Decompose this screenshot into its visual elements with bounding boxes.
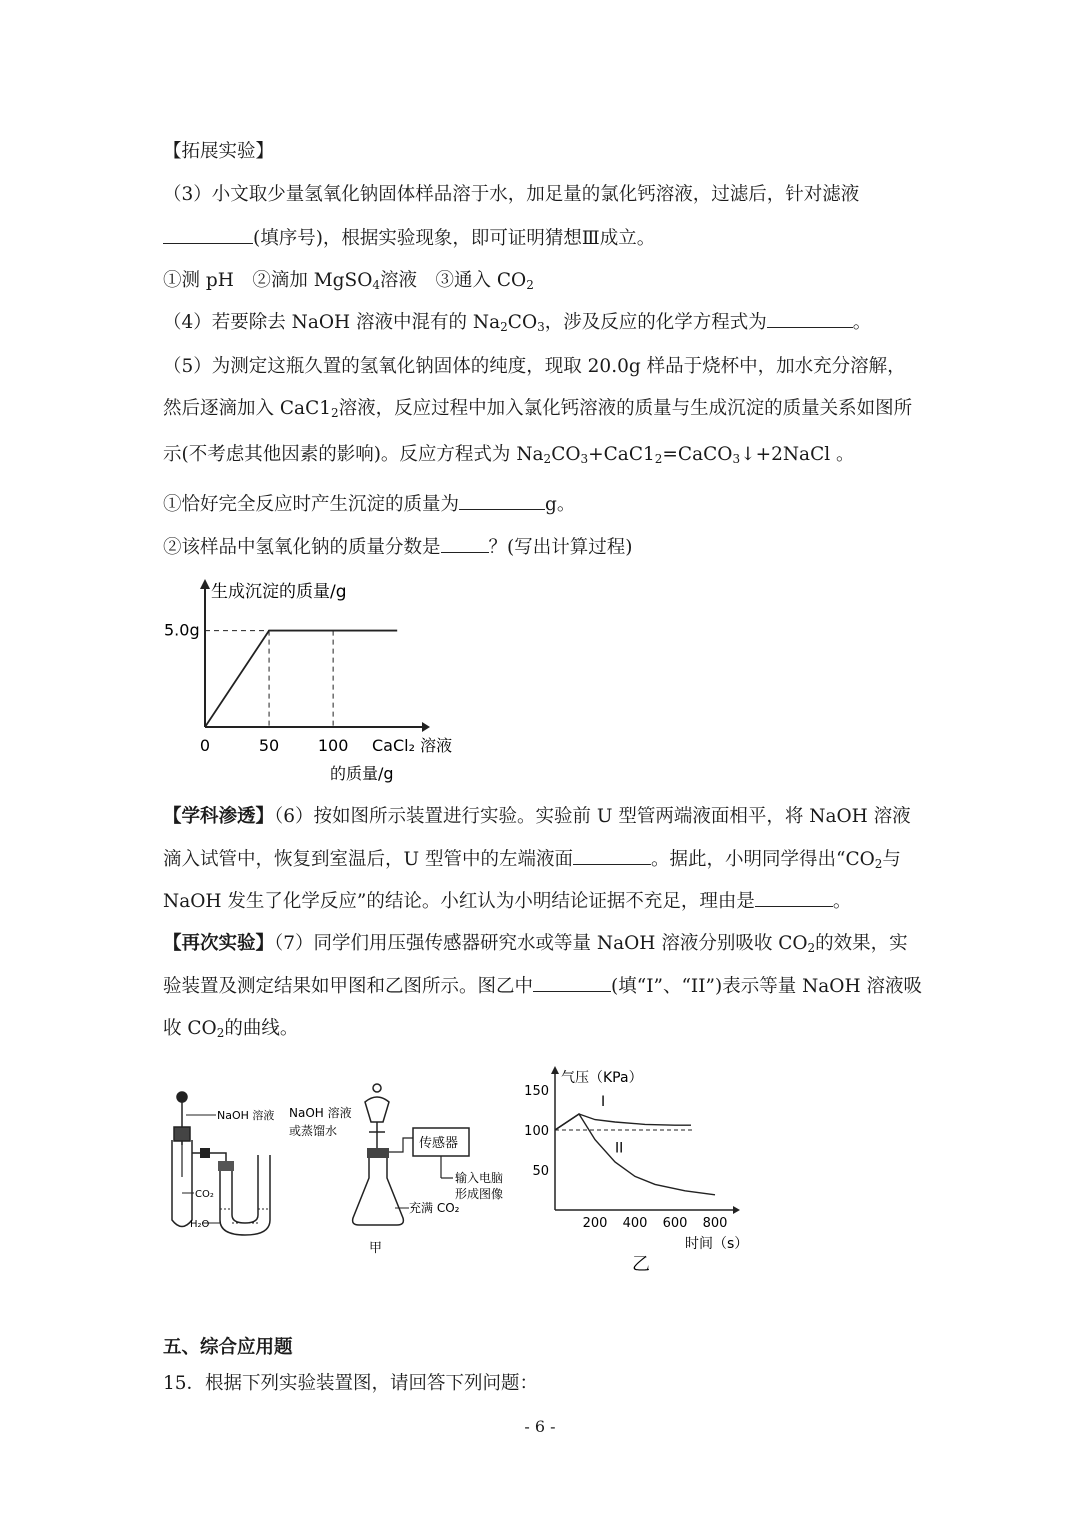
- question-5-line-3: 示(不考虑其他因素的影响)。反应方程式为 $Na_2CO_3+CaC1_2=CaCO_3↓+2NaCl$ 。: [163, 444, 855, 466]
- y-tick-label: 150: [524, 1084, 549, 1099]
- separatory-funnel-icon: [365, 1084, 389, 1150]
- y-tick-label: 50: [532, 1164, 549, 1179]
- x-tick-label: 50: [258, 736, 280, 755]
- series-label-II: II: [615, 1140, 624, 1157]
- answer-blank[interactable]: [755, 888, 833, 907]
- question-4: （4）若要除去 NaOH 溶液中混有的 $Na_2CO_3$，涉及反应的化学方程式为 。: [163, 308, 871, 338]
- series-line: [205, 631, 397, 727]
- y-axis-arrow: [200, 579, 210, 589]
- x-tick-label: 400: [622, 1216, 648, 1231]
- answer-blank[interactable]: [533, 973, 611, 992]
- label-h2o: H₂O: [190, 1219, 210, 1230]
- question-7-line-1: 【再次实验】（7）同学们用压强传感器研究水或等量 NaOH 溶液分别吸收 $CO_2$的效果，实: [163, 933, 908, 955]
- label-naoh-or-water-2: 或蒸馏水: [289, 1124, 338, 1138]
- label-naoh-solution: NaOH 溶液: [217, 1109, 275, 1122]
- answer-blank[interactable]: [459, 491, 545, 510]
- question-5-sub-1: ①恰好完全反应时产生沉淀的质量为 g。: [163, 490, 575, 520]
- label-input-pc-1: 输入电脑: [455, 1171, 504, 1185]
- x-tick-label: 800: [702, 1216, 728, 1231]
- x-axis-label-1: CaCl₂ 溶液: [372, 736, 453, 755]
- page-number: - 6 -: [524, 1417, 556, 1436]
- label-jia: 甲: [369, 1241, 383, 1256]
- question-5-line-2: 然后逐滴加入 $CaC1_2$溶液，反应过程中加入氯化钙溶液的质量与生成沉淀的质量关系如图所: [163, 398, 913, 420]
- x-tick-label: 0: [199, 736, 211, 755]
- x-axis-arrow: [422, 722, 430, 732]
- heading-extension-experiment: 【拓展实验】: [163, 141, 275, 162]
- label-co2: CO₂: [195, 1189, 214, 1200]
- question-6-line-3: NaOH 发生了化学反应”的结论。小红认为小明结论证据不充足，理由是 。: [163, 887, 851, 917]
- series-line-II: [555, 1114, 715, 1195]
- chart-title: 乙: [632, 1254, 650, 1275]
- label-naoh-or-water-1: NaOH 溶液: [289, 1106, 352, 1120]
- label-input-pc-2: 形成图像: [455, 1187, 504, 1201]
- conical-flask-icon: [353, 1152, 404, 1225]
- answer-blank[interactable]: [573, 846, 651, 865]
- y-tick-label: 100: [524, 1124, 549, 1139]
- section-5-heading: 五、综合应用题: [163, 1337, 293, 1358]
- question-5-line-1: （5）为测定这瓶久置的氢氧化钠固体的纯度，现取 20.0g 样品于烧杯中，加水充分溶解，: [163, 356, 906, 377]
- question-3-line-2: (填序号)，根据实验现象，即可证明猜想Ⅲ成立。: [163, 224, 655, 254]
- answer-blank[interactable]: [441, 534, 489, 553]
- y-axis-label: 气压（KPa）: [561, 1070, 643, 1086]
- y-axis-arrow: [551, 1066, 559, 1074]
- question-7-line-2: 验装置及测定结果如甲图和乙图所示。图乙中 (填“I”、“II”)表示等量 NaOH 溶液吸: [163, 972, 922, 1002]
- question-3-options: ①测 pH ②滴加 MgSO$_4$溶液 ③通入 $CO_2$: [163, 270, 534, 292]
- answer-blank[interactable]: [767, 309, 853, 328]
- y-axis-label: 生成沉淀的质量/g: [211, 582, 347, 602]
- y-tick-label: 5.0g: [164, 620, 200, 640]
- label-filled-co2: 充满 CO₂: [409, 1201, 460, 1215]
- x-tick-label: 100: [317, 736, 349, 755]
- pressure-chart: [520, 1062, 760, 1277]
- label-sensor: 传感器: [419, 1136, 459, 1151]
- dropper-icon: [174, 1092, 190, 1145]
- precipitate-chart: [160, 575, 480, 790]
- x-axis-label-2: 的质量/g: [330, 764, 394, 783]
- x-axis-arrow: [733, 1206, 740, 1214]
- series-label-I: I: [601, 1094, 606, 1110]
- answer-blank[interactable]: [163, 225, 253, 244]
- x-axis-label: 时间（s）: [685, 1236, 749, 1252]
- x-tick-label: 600: [662, 1216, 688, 1231]
- question-7-line-3: 收 $CO_2$的曲线。: [163, 1018, 299, 1040]
- flask-sensor-apparatus-figure: [285, 1080, 525, 1260]
- u-tube-apparatus-figure: [160, 1085, 290, 1245]
- question-5-sub-2: ②该样品中氢氧化钠的质量分数是 ？(写出计算过程): [163, 533, 632, 563]
- question-6-line-1: 【学科渗透】（6）按如图所示装置进行实验。实验前 U 型管两端液面相平，将 NaOH 溶液: [163, 806, 911, 827]
- x-tick-label: 200: [582, 1216, 608, 1231]
- question-6-line-2: 滴入试管中，恢复到室温后，U 型管中的左端液面 。据此，小明同学得出“$CO_2$与: [163, 845, 901, 875]
- question-3-line-1: （3）小文取少量氢氧化钠固体样品溶于水，加足量的氯化钙溶液，过滤后，针对滤液: [163, 184, 860, 205]
- question-15: 15．根据下列实验装置图，请回答下列问题：: [163, 1373, 539, 1394]
